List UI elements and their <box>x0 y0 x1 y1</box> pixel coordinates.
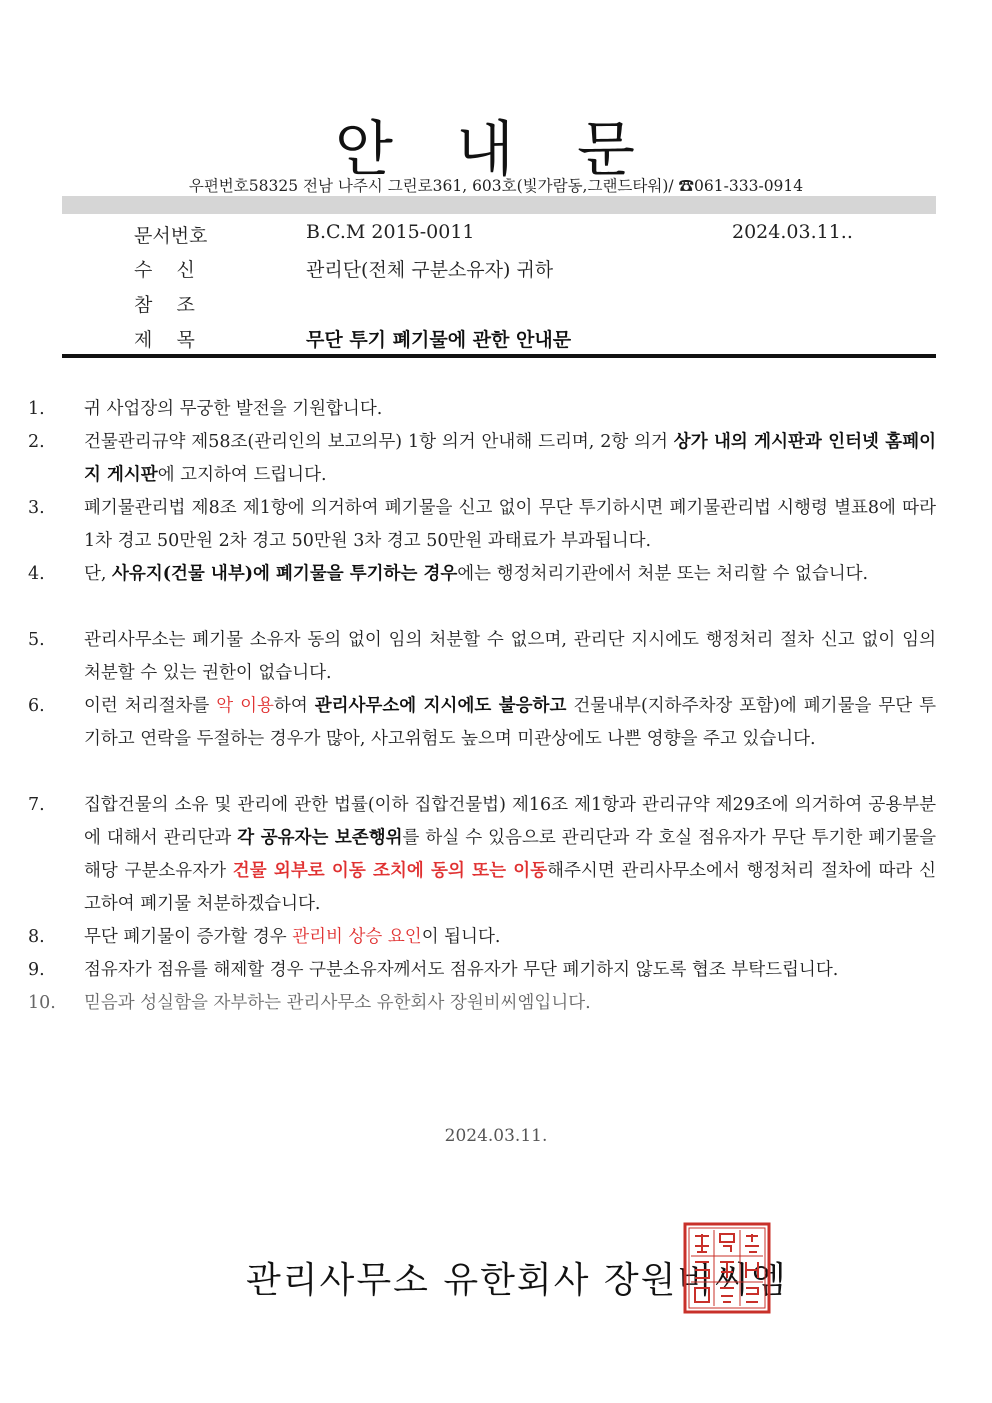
list-item <box>28 426 937 492</box>
item-text: 이런 처리절차를 <box>84 696 217 716</box>
item-number: 2. <box>28 432 45 452</box>
doc-number-value: B.C.M 2015-0011 <box>306 221 475 243</box>
item-text: 에는 행정처리기관에서 처분 또는 처리할 수 없습니다. <box>457 564 869 584</box>
item-text: 관리사무소는 폐기물 소유자 동의 없이 임의 처분할 수 없으며, 관리단 지시에도 행정처리 절차 신고 없이 임의 처분할 수 있는 권한이 없습니다. <box>84 630 936 683</box>
item-text: 집합건물의 소유 및 관리에 관한 법률(이하 집합건물법) 제16조 제1항과 관리규약 제29조에 의거하여 공용부분에 대해서 관리단과 <box>84 795 936 848</box>
address-line: 우편번호58325 전남 나주시 그린로361, 603호(빛가람동,그랜드타워)/ ☎061-333-0914 <box>188 177 804 195</box>
footer-date: 2024.03.11. <box>444 1126 548 1146</box>
reference-label: 참 조 <box>134 294 195 316</box>
list-item <box>28 954 936 987</box>
signature-line: 관리사무소 유한회사 장원비씨엠 <box>246 1260 788 1301</box>
item-number: 7. <box>28 795 45 815</box>
item-text-red-bold: 건물 외부로 이동 조치에 동의 또는 이동 <box>232 861 548 881</box>
item-number: 8. <box>28 927 45 947</box>
item-number: 5. <box>28 630 45 650</box>
item-text-red: 악 이용 <box>216 696 274 716</box>
item-text: 귀 사업장의 무궁한 발전을 기원합니다. <box>84 399 383 419</box>
item-number: 9. <box>28 960 45 980</box>
list-item <box>28 690 937 756</box>
item-number: 3. <box>28 498 45 518</box>
recipient-value: 관리단(전체 구분소유자) 귀하 <box>306 259 554 281</box>
item-text: 이 됩니다. <box>421 927 501 947</box>
document-title: 안 내 문 <box>334 115 658 185</box>
item-text: 무단 폐기물이 증가할 경우 <box>84 927 293 947</box>
item-number: 6. <box>28 696 45 716</box>
recipient-label: 수 신 <box>134 259 195 281</box>
item-number: 1. <box>28 399 45 419</box>
list-item <box>28 393 936 426</box>
list-item <box>28 921 936 954</box>
item-text: 에 고지하여 드립니다. <box>157 465 327 485</box>
item-text: 해주시면 관리사무소에서 행정처리 절차에 따라 신고하여 폐기물 처분하겠습니다. <box>84 861 936 914</box>
item-number: 10. <box>28 993 56 1013</box>
item-text-bold: 상가 내의 게시판과 인터넷 홈페이지 게시판 <box>84 432 937 485</box>
item-text: 건물관리규약 제58조(관리인의 보고의무) 1항 의거 안내해 드리며, 2항 의거 <box>84 432 674 452</box>
list-item <box>28 492 936 558</box>
item-text: 를 하실 수 있음으로 관리단과 각 호실 점유자가 무단 투기한 폐기물을 해당 구분소유자가 <box>84 828 936 881</box>
item-text: 건물내부(지하주차장 포함)에 폐기물을 무단 투기하고 연락을 두절하는 경우가 많아, 사고위험도 높으며 미관상에도 나쁜 영향을 주고 있습니다. <box>84 696 937 749</box>
header-divider-bar <box>62 196 936 214</box>
header-rule <box>62 354 936 358</box>
company-seal-icon <box>683 1222 771 1314</box>
item-text-red: 관리비 상승 요인 <box>292 927 422 947</box>
list-item <box>28 987 936 1020</box>
item-text-bold: 사유지(건물 내부)에 폐기물을 투기하는 경우 <box>112 564 458 584</box>
item-text: 하여 <box>273 696 315 716</box>
subject-label: 제 목 <box>134 329 195 351</box>
item-text: 점유자가 점유를 해제할 경우 구분소유자께서도 점유자가 무단 폐기하지 않도록 협조 부탁드립니다. <box>84 960 839 980</box>
list-item <box>28 789 936 921</box>
item-text-bold: 각 공유자는 보존행위 <box>237 828 403 848</box>
item-text: 믿음과 성실함을 자부하는 관리사무소 유한회사 장원비씨엠입니다. <box>84 993 591 1013</box>
doc-date: 2024.03.11.. <box>732 221 853 243</box>
subject-value: 무단 투기 폐기물에 관한 안내문 <box>306 329 572 351</box>
item-number: 4. <box>28 564 45 584</box>
item-text: 폐기물관리법 제8조 제1항에 의거하여 폐기물을 신고 없이 무단 투기하시면 폐기물관리법 시행령 별표8에 따라 1차 경고 50만원 2차 경고 50만원 3차 경고 50만원 과태료가 부과됩니다. <box>84 498 936 551</box>
list-item <box>28 558 936 591</box>
item-text: 단, <box>84 564 113 584</box>
doc-number-label: 문서번호 <box>134 225 208 247</box>
item-text-bold: 관리사무소에 지시에도 불응하고 <box>314 696 567 716</box>
list-item <box>28 624 936 690</box>
